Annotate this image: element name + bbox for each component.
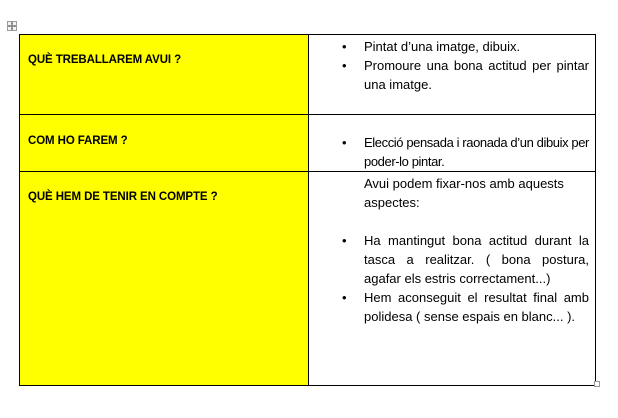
list-item-text: Pintat d’una imatge, dibuix. xyxy=(364,39,521,54)
table-move-handle-icon[interactable] xyxy=(7,21,17,31)
table-row xyxy=(20,172,596,386)
list-item-text: Hem aconseguit el resultat final amb polidesa ( sense espais en blanc... ). xyxy=(364,290,589,324)
bullet-icon: • xyxy=(342,233,347,248)
lesson-plan-table xyxy=(19,34,596,386)
list-item xyxy=(309,133,595,171)
row-heading: QUÈ HEM DE TENIR EN COMPTE ? xyxy=(28,191,218,203)
row-heading-cell xyxy=(20,115,309,172)
list-item xyxy=(309,37,595,56)
bullet-list xyxy=(309,35,595,94)
row-content-cell xyxy=(309,172,596,386)
intro-text: Avui podem fixar-nos amb aquests aspectes: xyxy=(364,176,564,210)
bullet-list xyxy=(309,115,595,171)
list-item xyxy=(309,56,595,94)
list-item-text: Ha mantingut bona actitud durant la tasca a realitzar. ( bona postura, agafar els estris correctament...) xyxy=(364,233,589,286)
bullet-icon: • xyxy=(342,290,347,305)
row-heading-cell xyxy=(20,172,309,386)
table-row xyxy=(20,35,596,115)
row-heading: COM HO FAREM ? xyxy=(28,135,128,147)
table-resize-handle-icon[interactable] xyxy=(594,381,600,387)
list-item xyxy=(309,231,595,288)
list-item xyxy=(309,288,595,326)
row-content-cell xyxy=(309,35,596,115)
list-item-text: Promoure una bona actitud per pintar una imatge. xyxy=(364,58,589,92)
bullet-list xyxy=(309,212,595,326)
bullet-icon: • xyxy=(342,58,347,73)
row-heading-cell xyxy=(20,35,309,115)
row-heading: QUÈ TREBALLAREM AVUI ? xyxy=(28,54,182,66)
bullet-icon: • xyxy=(342,39,347,54)
list-item-text: Elecció pensada i raonada d’un dibuix per poder-lo pintar. xyxy=(364,135,589,169)
row-content-cell xyxy=(309,115,596,172)
table-row xyxy=(20,115,596,172)
bullet-icon: • xyxy=(342,135,347,150)
